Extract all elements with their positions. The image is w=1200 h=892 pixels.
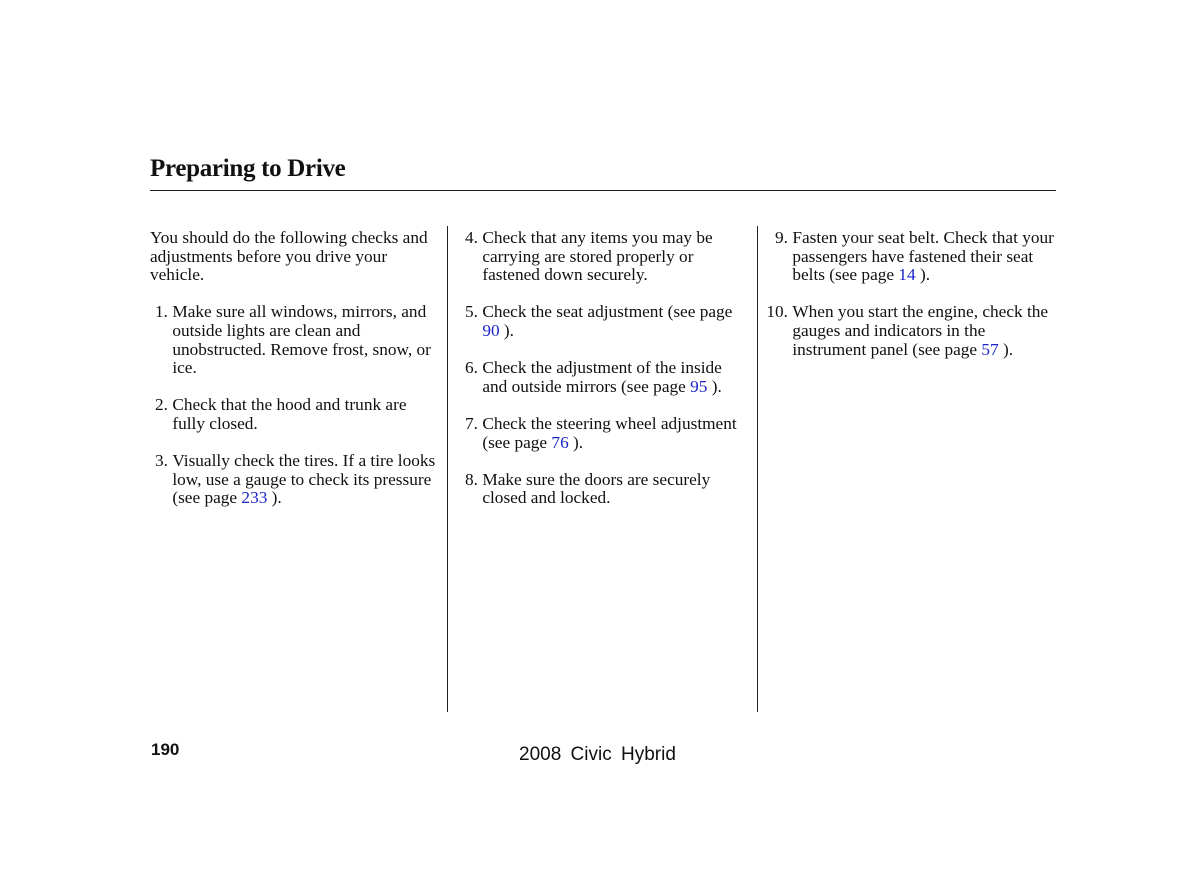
item-number: 8. — [465, 469, 478, 489]
page-link-90[interactable]: 90 — [482, 320, 500, 340]
item-text — [792, 303, 1056, 359]
list-item — [460, 303, 745, 340]
page-title: Preparing to Drive — [150, 155, 346, 182]
item-number: 1. — [155, 302, 168, 322]
item-text-after: ). — [998, 339, 1014, 359]
column-right — [762, 229, 1056, 378]
item-text-after: ). — [915, 265, 931, 285]
list-item — [150, 396, 440, 433]
item-text — [172, 452, 440, 508]
item-text-after: ). — [707, 376, 722, 396]
list-item — [460, 415, 745, 452]
list-item — [460, 471, 745, 508]
item-text-after: ). — [499, 320, 515, 340]
item-text-before: Fasten your seat belt. Check that your passengers have fastened their seat belts (see page — [792, 228, 1054, 285]
column-middle — [460, 229, 745, 527]
page-number: 190 — [151, 740, 180, 759]
list-item — [150, 303, 440, 377]
item-text-after: ). — [267, 488, 282, 508]
item-number: 10. — [766, 302, 788, 322]
page-link-57[interactable]: 57 — [981, 339, 999, 359]
list-item — [762, 303, 1056, 359]
item-text-before: Check the seat adjustment (see page — [482, 302, 733, 322]
item-text-before: Check the steering wheel adjustment (see page — [482, 413, 737, 452]
item-text: Make sure the doors are securely closed and locked. — [482, 469, 711, 508]
title-rule — [150, 190, 1056, 191]
item-text — [482, 415, 745, 452]
item-text-after: ). — [568, 432, 584, 452]
item-text: Check that the hood and trunk are fully closed. — [172, 395, 407, 433]
intro-paragraph: You should do the following checks and adjustments before you drive your vehicle. — [150, 228, 428, 285]
item-text-before: Check the adjustment of the inside and outside mirrors (see page — [482, 358, 722, 396]
item-number: 3. — [155, 451, 168, 471]
item-number: 2. — [155, 395, 168, 415]
footer-title: 2008 Civic Hybrid — [519, 744, 676, 765]
item-text — [792, 229, 1056, 285]
item-number: 5. — [465, 302, 478, 322]
item-text — [482, 303, 745, 340]
list-item — [460, 229, 745, 285]
item-number: 7. — [465, 413, 478, 433]
item-number: 6. — [465, 358, 478, 378]
list-item — [150, 452, 440, 508]
item-text-before: When you start the engine, check the gauges and indicators in the instrument panel (see page — [792, 302, 1049, 359]
item-number: 4. — [465, 228, 478, 247]
item-text — [482, 359, 745, 396]
column-left — [150, 229, 440, 527]
column-divider — [757, 226, 758, 712]
page-link-233[interactable]: 233 — [241, 488, 268, 508]
page-link-95[interactable]: 95 — [690, 376, 708, 396]
list-item — [762, 229, 1056, 285]
item-text-before: Visually check the tires. If a tire looks low, use a gauge to check its pressure (see page — [172, 451, 436, 508]
list-item — [460, 359, 745, 396]
page-link-14[interactable]: 14 — [898, 265, 916, 285]
column-divider — [447, 226, 448, 712]
page-link-76[interactable]: 76 — [551, 432, 569, 452]
item-number: 9. — [775, 228, 788, 247]
item-text: Make sure all windows, mirrors, and outside lights are clean and unobstructed. Remove frost, snow, or ice. — [172, 302, 431, 378]
item-text: Check that any items you may be carrying are stored properly or fastened down securely. — [482, 228, 713, 285]
